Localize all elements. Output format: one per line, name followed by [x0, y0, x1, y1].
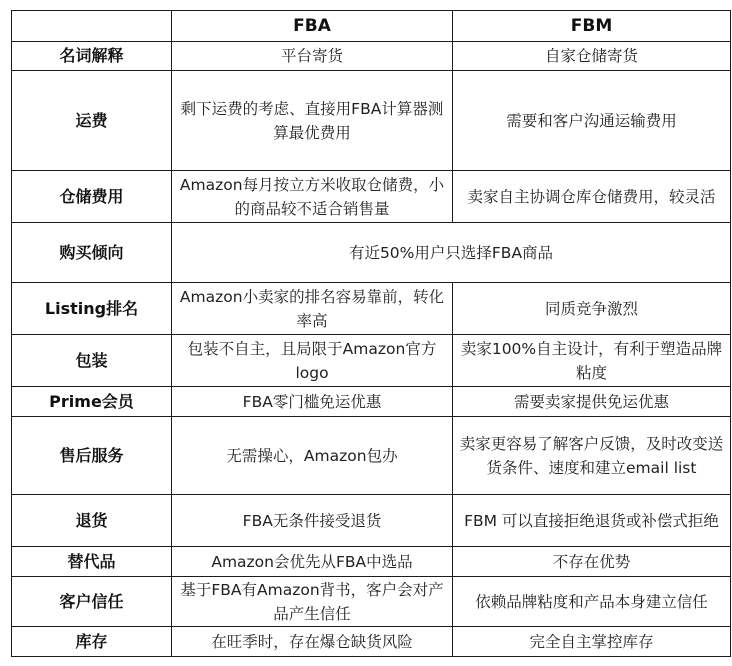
row-label: 库存: [12, 627, 172, 657]
fbm-cell: 卖家自主协调仓库仓储费用，较灵活: [453, 171, 731, 223]
fbm-cell: 卖家100%自主设计，有利于塑造品牌粘度: [453, 335, 731, 387]
fbm-cell: 需要和客户沟通运输费用: [453, 71, 731, 171]
fba-vs-fbm-comparison-table: [11, 10, 731, 657]
table-row: [12, 283, 731, 335]
fbm-cell: 依赖品牌粘度和产品本身建立信任: [453, 577, 731, 627]
fba-cell: 平台寄货: [172, 42, 453, 71]
row-label: 客户信任: [12, 577, 172, 627]
table-row: [12, 223, 731, 283]
row-label: 售后服务: [12, 417, 172, 495]
fbm-cell: 同质竞争激烈: [453, 283, 731, 335]
table-row: [12, 335, 731, 387]
fbm-cell: 自家仓储寄货: [453, 42, 731, 71]
merged-cell: 有近50%用户只选择FBA商品: [172, 223, 731, 283]
fba-cell: Amazon每月按立方米收取仓储费，小的商品较不适合销售量: [172, 171, 453, 223]
fba-cell: 包装不自主，且局限于Amazon官方logo: [172, 335, 453, 387]
fbm-cell: 卖家更容易了解客户反馈，及时改变送货条件、速度和建立email list: [453, 417, 731, 495]
fba-cell: Amazon小卖家的排名容易靠前，转化率高: [172, 283, 453, 335]
fbm-cell: 完全自主掌控库存: [453, 627, 731, 657]
header-row: [12, 11, 731, 42]
table-row: [12, 627, 731, 657]
table-row: [12, 387, 731, 417]
row-label: 运费: [12, 71, 172, 171]
table-row: [12, 71, 731, 171]
header-fba: FBA: [172, 11, 453, 42]
row-label: Prime会员: [12, 387, 172, 417]
row-label: 购买倾向: [12, 223, 172, 283]
row-label: 包装: [12, 335, 172, 387]
row-label: 名词解释: [12, 42, 172, 71]
table-row: [12, 547, 731, 577]
table-row: [12, 417, 731, 495]
fba-cell: FBA无条件接受退货: [172, 495, 453, 547]
table-row: [12, 171, 731, 223]
fbm-cell: 需要卖家提供免运优惠: [453, 387, 731, 417]
table-row: [12, 577, 731, 627]
fba-cell: 在旺季时，存在爆仓缺货风险: [172, 627, 453, 657]
fba-cell: 剩下运费的考虑、直接用FBA计算器测算最优费用: [172, 71, 453, 171]
table-row: [12, 495, 731, 547]
fbm-cell: FBM 可以直接拒绝退货或补偿式拒绝: [453, 495, 731, 547]
table-row: [12, 42, 731, 71]
fba-cell: FBA零门槛免运优惠: [172, 387, 453, 417]
fbm-cell: 不存在优势: [453, 547, 731, 577]
fba-cell: 基于FBA有Amazon背书，客户会对产品产生信任: [172, 577, 453, 627]
row-label: 仓储费用: [12, 171, 172, 223]
fba-cell: 无需操心，Amazon包办: [172, 417, 453, 495]
row-label: Listing排名: [12, 283, 172, 335]
fba-cell: Amazon会优先从FBA中选品: [172, 547, 453, 577]
row-label: 替代品: [12, 547, 172, 577]
row-label: 退货: [12, 495, 172, 547]
header-corner: [12, 11, 172, 42]
header-fbm: FBM: [453, 11, 731, 42]
